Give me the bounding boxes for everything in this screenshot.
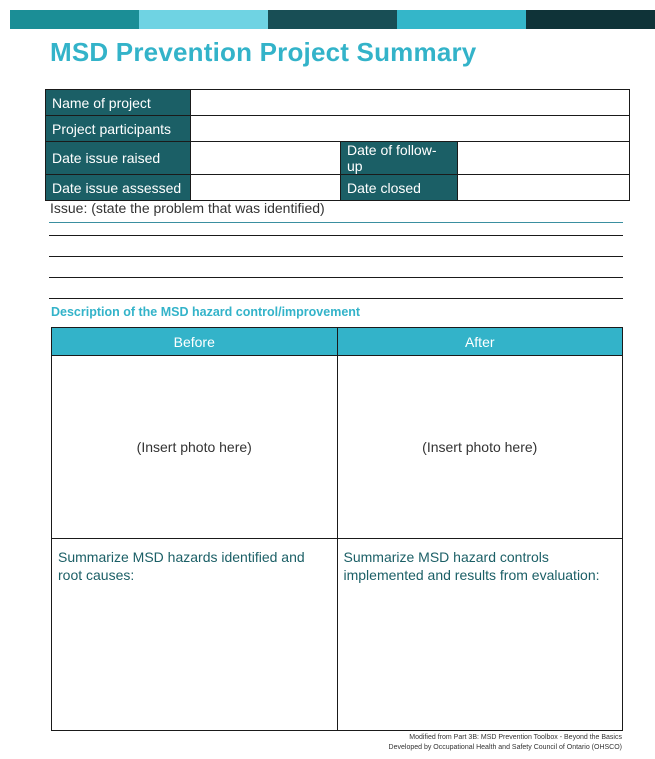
project-participants-label: Project participants xyxy=(46,116,191,142)
date-issue-raised-field[interactable] xyxy=(191,142,341,175)
table-row xyxy=(46,116,630,142)
date-of-follow-up-label: Date of follow-up xyxy=(341,142,458,175)
page-title: MSD Prevention Project Summary xyxy=(50,37,477,67)
date-of-follow-up-field[interactable] xyxy=(458,142,630,175)
issue-line[interactable] xyxy=(49,277,623,278)
band-segment xyxy=(10,10,139,29)
date-closed-label: Date closed xyxy=(341,175,458,201)
table-row xyxy=(52,356,623,539)
issue-line[interactable] xyxy=(49,256,623,257)
before-summary-field[interactable]: Summarize MSD hazards identified and root causes: xyxy=(52,539,338,731)
description-heading: Description of the MSD hazard control/improvement xyxy=(51,305,361,319)
issue-line[interactable] xyxy=(49,222,623,223)
table-header-row xyxy=(52,328,623,356)
date-issue-raised-label: Date issue raised xyxy=(46,142,191,175)
header-color-band xyxy=(10,10,655,29)
issue-label: Issue: (state the problem that was identified) xyxy=(50,200,325,216)
issue-line[interactable] xyxy=(49,298,623,299)
name-of-project-field[interactable] xyxy=(191,90,630,116)
project-info-table xyxy=(45,89,630,201)
band-segment xyxy=(139,10,268,29)
band-segment xyxy=(526,10,655,29)
date-closed-field[interactable] xyxy=(458,175,630,201)
footer-line: Developed by Occupational Health and Safety Council of Ontario (OHSCO) xyxy=(388,744,622,751)
band-segment xyxy=(268,10,397,29)
project-participants-field[interactable] xyxy=(191,116,630,142)
table-row xyxy=(52,539,623,731)
issue-line[interactable] xyxy=(49,235,623,236)
table-row xyxy=(46,90,630,116)
before-after-table xyxy=(51,327,623,731)
date-issue-assessed-label: Date issue assessed xyxy=(46,175,191,201)
band-segment xyxy=(397,10,526,29)
footer-line: Modified from Part 3B: MSD Prevention Toolbox - Beyond the Basics xyxy=(409,734,622,741)
date-issue-assessed-field[interactable] xyxy=(191,175,341,201)
table-row xyxy=(46,175,630,201)
footer-credits xyxy=(389,733,622,753)
after-summary-field[interactable]: Summarize MSD hazard controls implemented and results from evaluation: xyxy=(337,539,623,731)
table-row xyxy=(46,142,630,175)
before-photo-placeholder[interactable]: (Insert photo here) xyxy=(52,356,338,539)
after-header: After xyxy=(337,328,623,356)
before-header: Before xyxy=(52,328,338,356)
name-of-project-label: Name of project xyxy=(46,90,191,116)
after-photo-placeholder[interactable]: (Insert photo here) xyxy=(337,356,623,539)
